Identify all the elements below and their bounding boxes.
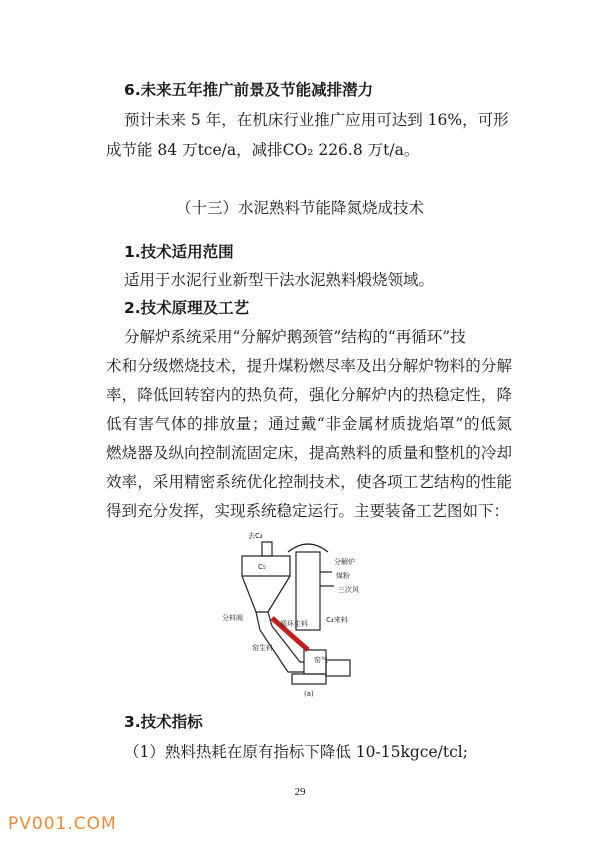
process-diagram [222, 522, 382, 700]
diagram-label-calciner: 分解炉 [334, 558, 355, 566]
section2-line: 燃烧器及纵向控制流固定床，提高熟料的质量和整机的冷却 [106, 444, 512, 462]
section2-line: 低有害气体的排放量；通过戴“非金属材质拢焰罩”的低氮 [106, 415, 512, 433]
diagram-label-kiln-gas: 窑气 [314, 656, 328, 664]
section6-paragraph-line2: 成节能 84 万tce/a，减排CO₂ 226.8 万t/a。 [106, 141, 420, 159]
section3-heading: 3.技术指标 [124, 713, 203, 731]
section6-heading: 6.未来五年推广前景及节能减排潜力 [124, 81, 374, 99]
diagram-label-coal: 煤粉 [336, 572, 350, 580]
diagram-label-top: 去C₄ [248, 532, 263, 540]
chapter-title: （十三）水泥熟料节能降氮烧成技术 [175, 199, 424, 217]
diagram-label-tertiary-air: 三次风 [338, 586, 359, 594]
section6-paragraph-line1: 预计未来 5 年，在机床行业推广应用可达到 16%，可形 [124, 111, 509, 129]
section2-line: 得到充分发挥，实现系统稳定运行。主要装备工艺图如下： [106, 502, 510, 520]
section2-line: 分解炉系统采用“分解炉鹅颈管”结构的“再循环”技 [124, 328, 466, 346]
section1-paragraph: 适用于水泥行业新型干法水泥熟料煅烧领域。 [124, 271, 435, 289]
diagram-label-recirc: 循环生料 [280, 620, 308, 628]
diagram-label-kiln-raw: 窑生料 [252, 644, 273, 652]
diagram-label-feed-valve: 分料阀 [222, 614, 243, 622]
diagram-caption: (a) [304, 690, 314, 698]
section3-line1: （1）熟料热耗在原有指标下降低 10-15kgce/tcl; [124, 743, 468, 761]
section2-line: 术和分级燃烧技术，提升煤粉燃尽率及出分解炉物料的分解 [106, 357, 512, 375]
watermark: PV001.COM [8, 814, 117, 834]
section2-heading: 2.技术原理及工艺 [124, 299, 250, 317]
section1-heading: 1.技术适用范围 [124, 243, 234, 261]
diagram-label-c5: C₅ [258, 563, 266, 571]
section2-line: 效率，采用精密系统优化控制技术，使各项工艺结构的性能 [106, 473, 512, 491]
section2-line: 率，降低回转窑内的热负荷，强化分解炉内的热稳定性，降 [106, 386, 512, 404]
diagram-label-c4-feed: C₄来料 [326, 616, 348, 624]
page-number: 29 [294, 786, 306, 798]
